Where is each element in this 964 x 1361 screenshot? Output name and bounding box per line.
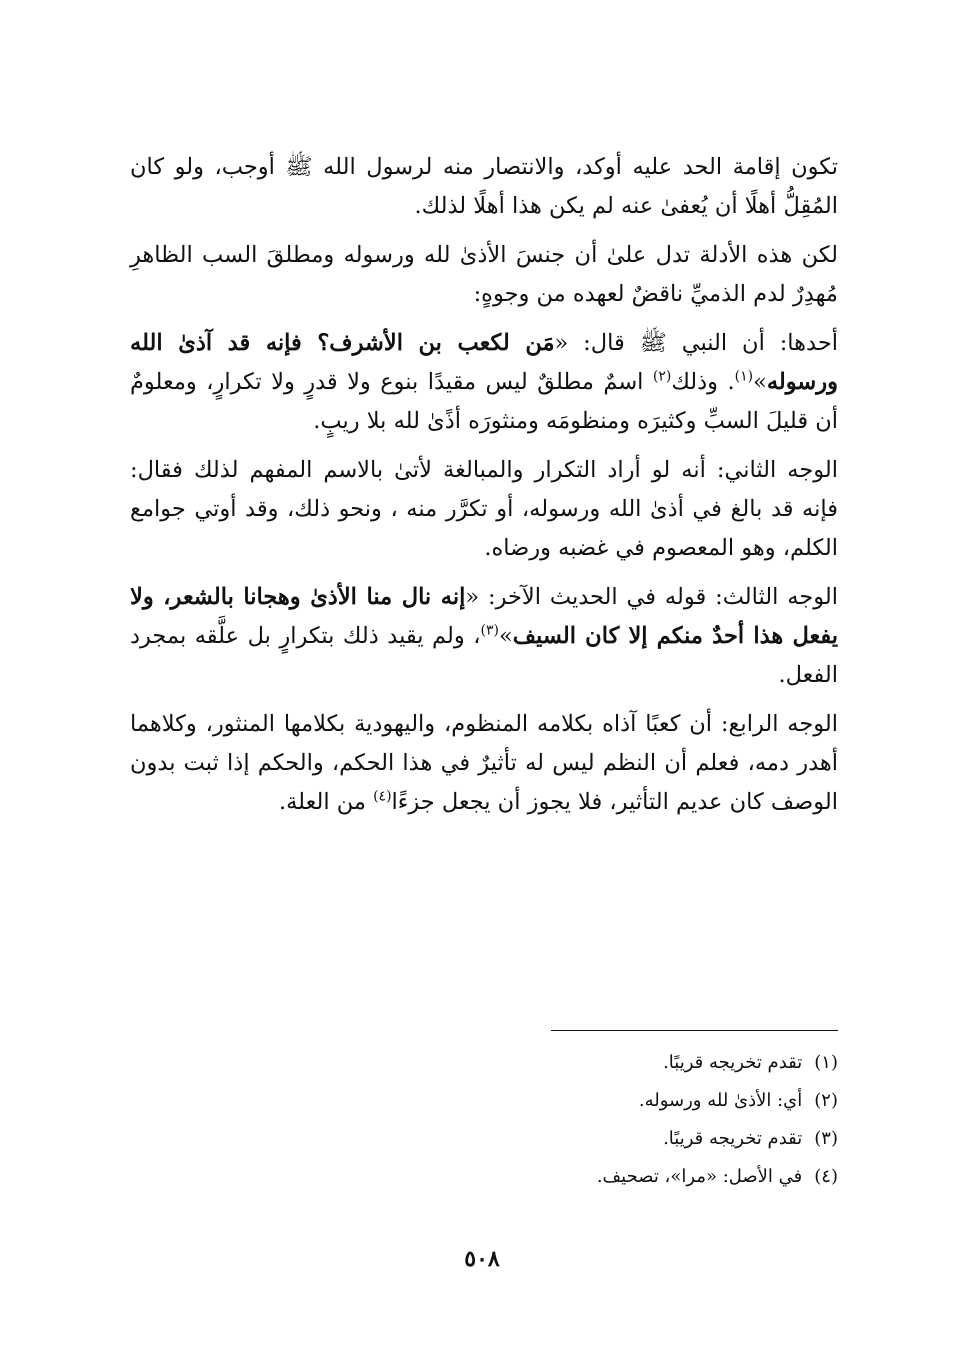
paragraph-3 — [130, 324, 838, 441]
footnote-ref-2[interactable]: (٢) — [652, 368, 672, 385]
paragraph-2 — [130, 236, 838, 314]
page-body — [130, 148, 838, 832]
footnote-4-text: في الأصل: «مرا»، تصحيف. — [596, 1166, 803, 1187]
paragraph-4 — [130, 451, 838, 568]
footnote-2-text: أي: الأذىٰ لله ورسوله. — [638, 1090, 803, 1111]
footnote-ref-4[interactable]: (٤) — [373, 788, 392, 805]
paragraph-1 — [130, 148, 838, 226]
footnote-divider — [551, 1030, 838, 1031]
footnote-ref-1[interactable]: (١) — [734, 368, 754, 385]
paragraph-3-intro: أحدها: أن النبي ﷺ قال: « — [554, 330, 838, 356]
paragraph-1-text: تكون إقامة الحد عليه أوكد، والانتصار منه لرسول الله ﷺ أوجب، ولو كان المُقِلُّ أهلًا أن يُعفىٰ عنه لم يكن هذا أهلًا لذلك. — [130, 154, 838, 219]
quote-close-1: » — [753, 369, 767, 395]
footnotes-section — [338, 1044, 838, 1196]
hadith-quote-1: مَن لكعب بن الأشرف؟ فإنه قد آذىٰ الله ورسوله — [130, 330, 838, 395]
footnote-1 — [338, 1044, 838, 1082]
hadith-quote-2: إنه نال منا الأذىٰ وهجانا بالشعر، ولا يفعل هذا أحدٌ منكم إلا كان السيف — [130, 584, 838, 649]
paragraph-4-text: الوجه الثاني: أنه لو أراد التكرار والمبالغة لأتىٰ بالاسم المفهم لذلك فقال: فإنه قد بالغ في أذىٰ الله ورسوله، أو تكرَّر منه ، ونحو ذلك، وقد أوتي جوامع الكلم، وهو المعصوم في غضبه ورضاه. — [130, 457, 838, 561]
quote-close-2: » — [498, 623, 513, 649]
paragraph-3-rest: اسمٌ مطلقٌ ليس مقيدًا بنوع ولا قدرٍ ولا تكرارٍ، ومعلومٌ أن قليلَ السبِّ وكثيرَه ومنظومَه ومنثورَه أذًىٰ لله بلا ريبٍ. — [130, 369, 838, 434]
footnote-1-text: تقدم تخريجه قريبًا. — [663, 1052, 803, 1073]
footnote-4-number: (٤) — [814, 1166, 838, 1187]
footnote-ref-3[interactable]: (٣) — [480, 622, 499, 639]
paragraph-5-rest: ، ولم يقيد ذلك بتكرارٍ بل علَّقه بمجرد الفعل. — [130, 623, 838, 688]
paragraph-3-mid: . وذلك — [671, 369, 735, 395]
footnote-3-number: (٣) — [814, 1128, 838, 1149]
paragraph-6 — [130, 705, 838, 822]
paragraph-5 — [130, 578, 838, 695]
footnote-4 — [338, 1158, 838, 1196]
footnote-3 — [338, 1120, 838, 1158]
page-number: ٥٠٨ — [464, 1246, 500, 1272]
footnote-1-number: (١) — [814, 1052, 838, 1073]
paragraph-6-rest: من العلة. — [278, 789, 374, 815]
footnote-2 — [338, 1082, 838, 1120]
paragraph-2-text: لكن هذه الأدلة تدل علىٰ أن جنسَ الأذىٰ لله ورسوله ومطلقَ السب الظاهرِ مُهدِرٌ لدم الذميِّ ناقضٌ لعهده من وجوهٍ: — [130, 242, 838, 307]
paragraph-5-intro: الوجه الثالث: قوله في الحديث الآخر: « — [465, 584, 838, 610]
footnote-2-number: (٢) — [814, 1090, 838, 1111]
paragraph-6-text: الوجه الرابع: أن كعبًا آذاه بكلامه المنظوم، واليهودية بكلامها المنثور، وكلاهما أهدر دمه، فعلم أن النظم ليس له تأثيرٌ في هذا الحكم، والحكم إذا ثبت بدون الوصف كان عديم التأثير، فلا يجوز أن يجعل جزءًا — [130, 711, 838, 815]
footnote-3-text: تقدم تخريجه قريبًا. — [663, 1128, 803, 1149]
